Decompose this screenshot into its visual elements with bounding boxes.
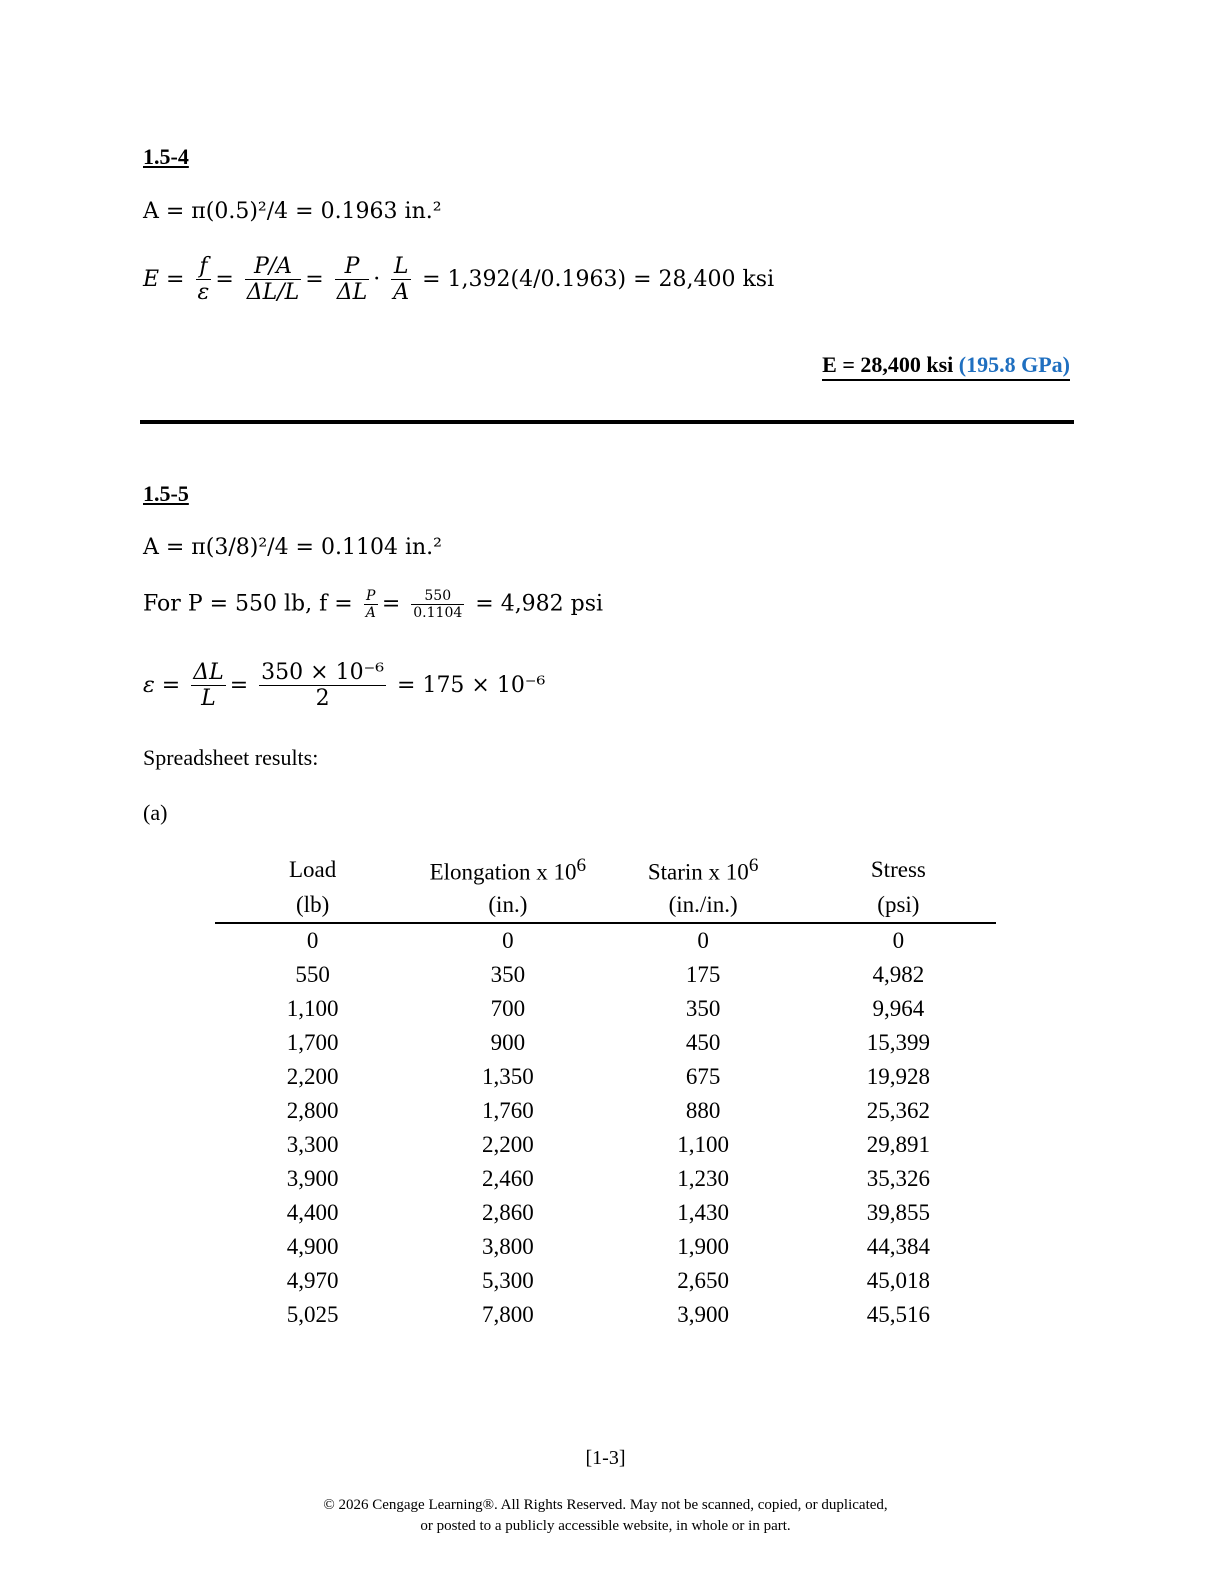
- cell-strain: 1,100: [677, 1132, 729, 1157]
- page-number: [1-3]: [585, 1447, 626, 1469]
- cell-elongation: 700: [490, 996, 526, 1021]
- fraction-numerator: P/A: [245, 254, 302, 280]
- cell-load: 2,800: [286, 1098, 339, 1123]
- table-row: [215, 923, 996, 958]
- cell-load: 2,200: [286, 1064, 339, 1089]
- fraction-denominator: ε: [197, 280, 210, 306]
- fraction-f-over-epsilon: [196, 254, 212, 306]
- part-a-label: (a): [143, 800, 168, 825]
- cell-load: 4,970: [286, 1268, 339, 1293]
- header-text: Stress: [870, 857, 926, 882]
- cell-load: 0: [306, 928, 319, 953]
- cell-stress: 39,855: [866, 1200, 930, 1225]
- unit-strain: (in./in.): [606, 888, 801, 923]
- modulus-equation: E = $\frac{f}{\varepsilon}$ = $\frac{P/A}{\Delta L/L}$ = $\frac{P}{\Delta L}$ · $\frac{L}{A}$ = 1,392(4/0.1963) = 28,400 ksi: [143, 254, 775, 306]
- table-row: [215, 1060, 996, 1094]
- table-row: [215, 1094, 996, 1128]
- copyright-line-1: © 2026 Cengage Learning®. All Rights Reserved. May not be scanned, copied, or duplicated,: [323, 1497, 888, 1513]
- modulus-lhs: E =: [143, 266, 185, 292]
- unit-elongation: (in.): [410, 888, 605, 923]
- header-text: Elongation x 10: [429, 859, 577, 885]
- fraction-numerator: f: [196, 254, 212, 280]
- copyright-line-2: or posted to a publicly accessible website, in whole or in part.: [420, 1518, 791, 1534]
- cell-elongation: 350: [490, 962, 526, 987]
- column-header-load: [215, 852, 410, 888]
- table-row: [215, 1162, 996, 1196]
- header-text: Starin x 10: [647, 859, 749, 885]
- spreadsheet-results-table: [215, 852, 996, 1332]
- cell-load: 550: [295, 962, 330, 987]
- result-us-units: E = 28,400 ksi: [822, 352, 954, 377]
- cell-elongation: 3,800: [482, 1234, 534, 1259]
- table-row: [215, 1026, 996, 1060]
- cell-stress: 29,891: [866, 1132, 930, 1157]
- cell-elongation: 1,760: [482, 1098, 534, 1123]
- cell-strain: 175: [685, 962, 721, 987]
- strain-rhs: = 175 × 10⁻⁶: [397, 672, 546, 698]
- fraction-numerator: ΔL: [193, 660, 224, 685]
- cell-load: 3,900: [286, 1166, 339, 1191]
- cell-load: 4,900: [286, 1234, 339, 1259]
- cell-strain: 1,230: [677, 1166, 729, 1191]
- header-text: Load: [288, 857, 337, 882]
- cell-load: 1,100: [286, 996, 339, 1021]
- unit-load: (lb): [215, 888, 410, 923]
- fraction-numerator: P: [364, 588, 378, 605]
- modulus-rhs: = 1,392(4/0.1963) = 28,400 ksi: [422, 266, 775, 292]
- cell-strain: 2,650: [677, 1268, 729, 1293]
- table-row: [215, 1196, 996, 1230]
- cell-stress: 0: [892, 928, 905, 953]
- cell-strain: 1,900: [677, 1234, 729, 1259]
- cell-stress: 9,964: [872, 996, 925, 1021]
- fraction-l-over-a: [391, 254, 411, 306]
- fraction-dl-over-l: [191, 660, 226, 712]
- fraction-denominator: ΔL/L: [246, 280, 300, 306]
- strain-equation: ε = $\frac{\Delta L}{L}$ = $\frac{\text{350 × 10⁻⁶}}{2}$ = 175 × 10⁻⁶: [143, 660, 546, 712]
- problem-heading-1-5-4: 1.5-4: [143, 144, 189, 169]
- fraction-numerator: P: [335, 254, 370, 280]
- table-row: [215, 1128, 996, 1162]
- cell-strain: 0: [697, 928, 709, 953]
- cell-stress: 44,384: [866, 1234, 930, 1259]
- table-row: [215, 958, 996, 992]
- cell-elongation: 1,350: [482, 1064, 534, 1089]
- cell-elongation: 5,300: [482, 1268, 534, 1293]
- cell-load: 3,300: [286, 1132, 339, 1157]
- cell-stress: 45,018: [866, 1268, 930, 1293]
- cell-elongation: 0: [502, 928, 514, 953]
- cell-elongation: 2,460: [482, 1166, 534, 1191]
- strain-lhs: ε =: [143, 672, 181, 698]
- cell-elongation: 2,860: [482, 1200, 534, 1225]
- cell-load: 5,025: [286, 1302, 339, 1327]
- table-row: [215, 1230, 996, 1264]
- fraction-denominator: 0.1104: [413, 605, 463, 622]
- cell-stress: 45,516: [866, 1302, 930, 1327]
- fraction-denominator: A: [393, 280, 410, 306]
- fraction-denominator: ΔL: [336, 280, 368, 306]
- table-header-row: [215, 852, 996, 888]
- column-header-elongation: [410, 852, 605, 888]
- area-equation-1-5-5: A = π(3/8)²/4 = 0.1104 in.²: [143, 535, 442, 560]
- cell-stress: 4,982: [872, 962, 925, 987]
- fraction-denominator: 2: [315, 686, 330, 712]
- table-row: [215, 992, 996, 1026]
- cell-load: 4,400: [286, 1200, 339, 1225]
- table-units-row: [215, 888, 996, 923]
- cell-strain: 880: [685, 1098, 721, 1123]
- fraction-elongation-over-length: [259, 660, 386, 712]
- cell-strain: 1,430: [677, 1200, 729, 1225]
- table-row: [215, 1298, 996, 1332]
- cell-stress: 15,399: [866, 1030, 930, 1055]
- cell-stress: 19,928: [866, 1064, 930, 1089]
- cell-strain: 450: [685, 1030, 721, 1055]
- cell-load: 1,700: [286, 1030, 339, 1055]
- section-divider: [140, 420, 1074, 424]
- fraction-numerator: 350 × 10⁻⁶: [261, 660, 385, 685]
- cell-strain: 3,900: [677, 1302, 729, 1327]
- cell-strain: 350: [685, 996, 721, 1021]
- result-si-units: (195.8 GPa): [958, 352, 1070, 377]
- modulus-result: [822, 352, 1070, 381]
- cell-strain: 675: [685, 1064, 721, 1089]
- fraction-numerator: 550: [411, 588, 464, 605]
- cell-stress: 35,326: [866, 1166, 930, 1191]
- unit-stress: (psi): [801, 888, 996, 923]
- column-header-stress: [801, 852, 996, 888]
- cell-stress: 25,362: [866, 1098, 930, 1123]
- fraction-p-over-dl: [335, 254, 370, 306]
- fraction-pa-over-dll: [245, 254, 302, 306]
- stress-rhs: = 4,982 psi: [475, 591, 604, 617]
- fraction-denominator: L: [201, 686, 216, 712]
- header-exponent: 6: [576, 854, 587, 876]
- stress-prefix: For P = 550 lb, f =: [143, 591, 353, 617]
- fraction-denominator: A: [365, 605, 376, 622]
- fraction-numerator: L: [391, 254, 411, 280]
- table-row: [215, 1264, 996, 1298]
- problem-heading-1-5-5: 1.5-5: [143, 481, 189, 506]
- spreadsheet-label: Spreadsheet results:: [143, 745, 319, 770]
- area-equation-1-5-4: A = π(0.5)²/4 = 0.1963 in.²: [143, 199, 442, 224]
- header-exponent: 6: [748, 854, 759, 876]
- cell-elongation: 900: [490, 1030, 526, 1055]
- column-header-strain: [606, 852, 801, 888]
- stress-equation: For P = 550 lb, f = $\frac{P}{A}$ = $\frac{550}{0.1104}$ = 4,982 psi: [143, 588, 604, 622]
- cell-elongation: 7,800: [482, 1302, 534, 1327]
- cell-elongation: 2,200: [482, 1132, 534, 1157]
- fraction-p-over-a: [364, 588, 378, 621]
- fraction-550-over-area: [411, 588, 464, 621]
